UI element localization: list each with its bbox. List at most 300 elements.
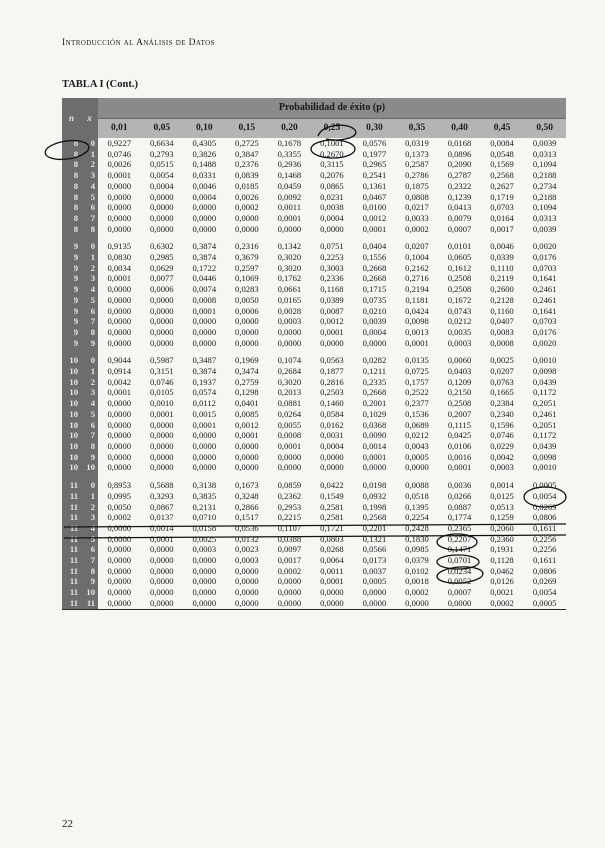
- probability-cell: 0,1181: [396, 295, 439, 306]
- probability-cell: 0,0013: [396, 327, 439, 338]
- table-row: [62, 241, 566, 252]
- probability-cell: 0,0060: [438, 355, 481, 366]
- probability-cell: 0,0000: [268, 224, 311, 235]
- probability-cell: 0,0000: [98, 555, 141, 566]
- probability-cell: 0,0084: [481, 138, 524, 149]
- probability-cell: 0,0043: [396, 441, 439, 452]
- probability-cell: 0,2522: [396, 387, 439, 398]
- probability-cell: 0,0269: [523, 502, 566, 513]
- probability-cell: 0,2428: [396, 523, 439, 534]
- probability-cell: 0,1128: [481, 555, 524, 566]
- probability-cell: 0,0000: [141, 430, 184, 441]
- probability-cell: 0,0025: [183, 534, 226, 545]
- probability-cell: 0,1172: [523, 430, 566, 441]
- probability-cell: 0,0229: [481, 441, 524, 452]
- probability-cell: 0,1094: [523, 202, 566, 213]
- probability-cell: 0,2568: [353, 512, 396, 523]
- row-x-cell: 7: [81, 316, 98, 327]
- probability-cell: 0,0763: [481, 377, 524, 388]
- probability-cell: 0,0000: [268, 338, 311, 349]
- header-p-value: 0,25: [311, 119, 354, 139]
- row-x-cell: 0: [81, 355, 98, 366]
- probability-cell: 0,0000: [268, 452, 311, 463]
- row-n-cell: 10: [62, 452, 81, 463]
- probability-cell: 0,2600: [481, 284, 524, 295]
- probability-cell: 0,0743: [438, 306, 481, 317]
- table-row: [62, 224, 566, 235]
- probability-cell: 0,0806: [523, 512, 566, 523]
- probability-cell: 0,0001: [353, 224, 396, 235]
- probability-cell: 0,0004: [183, 192, 226, 203]
- probability-cell: 0,0459: [268, 181, 311, 192]
- probability-cell: 0,0000: [353, 338, 396, 349]
- probability-cell: 0,3474: [226, 366, 269, 377]
- probability-cell: 0,3874: [183, 241, 226, 252]
- probability-cell: 0,0100: [353, 202, 396, 213]
- probability-cell: 0,1536: [396, 409, 439, 420]
- probability-cell: 0,1001: [311, 138, 354, 149]
- probability-cell: 0,0000: [98, 452, 141, 463]
- row-n-cell: 11: [62, 502, 81, 513]
- probability-cell: 0,2365: [438, 523, 481, 534]
- probability-cell: 0,0011: [268, 202, 311, 213]
- probability-cell: 0,1549: [311, 491, 354, 502]
- probability-cell: 0,0003: [226, 555, 269, 566]
- header-p-value: 0,01: [98, 119, 141, 139]
- probability-cell: 0,2201: [353, 523, 396, 534]
- row-x-cell: 2: [81, 377, 98, 388]
- row-x-cell: 8: [81, 441, 98, 452]
- probability-cell: 0,2508: [438, 284, 481, 295]
- table-row: [62, 355, 566, 366]
- probability-cell: 0,0803: [311, 534, 354, 545]
- row-x-cell: 0: [81, 138, 98, 149]
- probability-cell: 0,0000: [226, 338, 269, 349]
- probability-cell: 0,0563: [311, 355, 354, 366]
- probability-cell: 0,1719: [481, 192, 524, 203]
- row-x-cell: 0: [81, 241, 98, 252]
- row-n-cell: 9: [62, 273, 81, 284]
- probability-cell: 0,0806: [523, 566, 566, 577]
- row-n-cell: 9: [62, 316, 81, 327]
- probability-cell: 0,1875: [396, 181, 439, 192]
- probability-cell: 0,3115: [311, 159, 354, 170]
- header-p-value: 0,50: [523, 119, 566, 139]
- probability-cell: 0,0158: [183, 523, 226, 534]
- probability-cell: 0,2256: [523, 534, 566, 545]
- probability-cell: 0,0074: [183, 284, 226, 295]
- probability-cell: 0,0269: [523, 576, 566, 587]
- header-p-value: 0,20: [268, 119, 311, 139]
- probability-cell: 0,0000: [183, 576, 226, 587]
- probability-cell: 0,0403: [438, 366, 481, 377]
- probability-cell: 0,0038: [311, 202, 354, 213]
- probability-cell: 0,0037: [353, 566, 396, 577]
- probability-cell: 0,1596: [481, 420, 524, 431]
- probability-cell: 0,0001: [268, 441, 311, 452]
- probability-cell: 0,2725: [226, 138, 269, 149]
- probability-cell: 0,0000: [98, 409, 141, 420]
- probability-cell: 0,0234: [438, 566, 481, 577]
- row-x-cell: 0: [81, 480, 98, 491]
- probability-cell: 0,0000: [98, 534, 141, 545]
- probability-cell: 0,0001: [98, 387, 141, 398]
- row-n-cell: 10: [62, 441, 81, 452]
- probability-cell: 0,0001: [438, 462, 481, 473]
- probability-cell: 0,0000: [141, 295, 184, 306]
- table-row: [62, 409, 566, 420]
- table-row: [62, 366, 566, 377]
- binomial-table-container: [62, 98, 566, 610]
- table-row: [62, 181, 566, 192]
- probability-cell: 0,2597: [226, 263, 269, 274]
- table-row: [62, 480, 566, 491]
- row-n-cell: 10: [62, 377, 81, 388]
- row-n-cell: 9: [62, 263, 81, 274]
- probability-cell: 0,1556: [353, 252, 396, 263]
- probability-cell: 0,0701: [438, 555, 481, 566]
- probability-cell: 0,1172: [523, 387, 566, 398]
- probability-cell: 0,0000: [268, 576, 311, 587]
- probability-cell: 0,1361: [353, 181, 396, 192]
- probability-cell: 0,1830: [396, 534, 439, 545]
- probability-cell: 0,0020: [523, 241, 566, 252]
- probability-cell: 0,2786: [396, 170, 439, 181]
- probability-cell: 0,0000: [226, 598, 269, 609]
- probability-cell: 0,0000: [98, 576, 141, 587]
- table-row: [62, 452, 566, 463]
- probability-cell: 0,0035: [438, 327, 481, 338]
- probability-cell: 0,0446: [183, 273, 226, 284]
- probability-cell: 0,5688: [141, 480, 184, 491]
- probability-cell: 0,0012: [353, 213, 396, 224]
- probability-cell: 0,1641: [523, 306, 566, 317]
- row-x-cell: 6: [81, 544, 98, 555]
- probability-cell: 0,0629: [141, 263, 184, 274]
- probability-cell: 0,0000: [98, 192, 141, 203]
- probability-cell: 0,0331: [183, 170, 226, 181]
- header-p-value: 0,05: [141, 119, 184, 139]
- probability-cell: 0,2936: [268, 159, 311, 170]
- probability-cell: 0,0112: [183, 398, 226, 409]
- row-x-cell: 7: [81, 430, 98, 441]
- probability-cell: 0,0389: [311, 295, 354, 306]
- probability-cell: 0,0010: [523, 355, 566, 366]
- probability-cell: 0,0002: [396, 587, 439, 598]
- row-x-cell: 1: [81, 252, 98, 263]
- group-spacer: [62, 348, 566, 355]
- row-x-cell: 7: [81, 555, 98, 566]
- row-n-cell: 11: [62, 566, 81, 577]
- probability-cell: 0,2541: [353, 170, 396, 181]
- probability-cell: 0,0000: [141, 192, 184, 203]
- table-row: [62, 462, 566, 473]
- probability-cell: 0,2668: [353, 263, 396, 274]
- probability-cell: 0,2716: [396, 273, 439, 284]
- probability-cell: 0,1969: [226, 355, 269, 366]
- probability-cell: 0,0000: [268, 587, 311, 598]
- probability-cell: 0,0000: [141, 462, 184, 473]
- probability-cell: 0,0000: [396, 598, 439, 609]
- probability-cell: 0,0000: [183, 430, 226, 441]
- probability-cell: 0,0039: [523, 138, 566, 149]
- probability-cell: 0,2001: [353, 398, 396, 409]
- probability-cell: 0,0000: [183, 566, 226, 577]
- probability-cell: 0,0007: [438, 224, 481, 235]
- probability-cell: 0,0914: [98, 366, 141, 377]
- probability-cell: 0,2734: [523, 181, 566, 192]
- probability-cell: 0,0268: [311, 544, 354, 555]
- probability-cell: 0,0746: [141, 377, 184, 388]
- table-row: [62, 295, 566, 306]
- probability-cell: 0,2131: [183, 502, 226, 513]
- probability-cell: 0,2587: [396, 159, 439, 170]
- probability-cell: 0,0064: [311, 555, 354, 566]
- probability-cell: 0,0101: [438, 241, 481, 252]
- row-x-cell: 8: [81, 224, 98, 235]
- probability-cell: 0,0012: [311, 316, 354, 327]
- probability-cell: 0,0016: [438, 452, 481, 463]
- probability-cell: 0,3874: [183, 366, 226, 377]
- table-row: [62, 534, 566, 545]
- row-x-cell: 5: [81, 295, 98, 306]
- probability-cell: 0,0210: [353, 306, 396, 317]
- probability-cell: 0,0574: [183, 387, 226, 398]
- table-row: [62, 316, 566, 327]
- probability-cell: 0,0282: [353, 355, 396, 366]
- probability-cell: 0,1074: [268, 355, 311, 366]
- probability-cell: 0,1931: [481, 544, 524, 555]
- probability-cell: 0,1641: [523, 273, 566, 284]
- probability-cell: 0,9227: [98, 138, 141, 149]
- probability-cell: 0,0865: [311, 181, 354, 192]
- row-n-cell: 9: [62, 327, 81, 338]
- row-x-cell: 4: [81, 284, 98, 295]
- probability-cell: 0,1094: [523, 159, 566, 170]
- row-n-cell: 10: [62, 462, 81, 473]
- probability-cell: 0,0000: [98, 420, 141, 431]
- probability-cell: 0,0467: [353, 192, 396, 203]
- probability-cell: 0,0735: [353, 295, 396, 306]
- probability-cell: 0,0014: [481, 480, 524, 491]
- row-n-cell: 11: [62, 491, 81, 502]
- row-n-cell: 8: [62, 213, 81, 224]
- probability-cell: 0,0000: [311, 452, 354, 463]
- probability-cell: 0,0000: [226, 576, 269, 587]
- table-row: [62, 170, 566, 181]
- probability-cell: 0,0413: [438, 202, 481, 213]
- probability-cell: 0,0011: [311, 566, 354, 577]
- probability-cell: 0,0005: [353, 576, 396, 587]
- probability-cell: 0,0098: [523, 452, 566, 463]
- probability-cell: 0,0548: [481, 149, 524, 160]
- table-row: [62, 252, 566, 263]
- probability-cell: 0,0830: [98, 252, 141, 263]
- probability-cell: 0,0000: [183, 598, 226, 609]
- probability-cell: 0,0231: [311, 192, 354, 203]
- probability-cell: 0,0000: [183, 555, 226, 566]
- probability-cell: 0,1757: [396, 377, 439, 388]
- probability-cell: 0,0002: [396, 224, 439, 235]
- probability-cell: 0,2150: [438, 387, 481, 398]
- probability-cell: 0,0004: [353, 327, 396, 338]
- probability-cell: 0,2668: [353, 273, 396, 284]
- probability-cell: 0,0000: [98, 327, 141, 338]
- probability-cell: 0,1612: [438, 263, 481, 274]
- probability-cell: 0,0005: [523, 480, 566, 491]
- probability-cell: 0,0379: [396, 555, 439, 566]
- probability-cell: 0,0018: [396, 576, 439, 587]
- row-n-cell: 8: [62, 170, 81, 181]
- probability-cell: 0,2253: [311, 252, 354, 263]
- row-x-cell: 4: [81, 398, 98, 409]
- probability-cell: 0,3151: [141, 366, 184, 377]
- probability-cell: 0,0004: [141, 181, 184, 192]
- probability-cell: 0,0003: [183, 544, 226, 555]
- table-row: [62, 377, 566, 388]
- row-x-cell: 3: [81, 273, 98, 284]
- probability-cell: 0,0887: [438, 502, 481, 513]
- probability-cell: 0,0006: [226, 306, 269, 317]
- probability-cell: 0,0000: [268, 462, 311, 473]
- probability-cell: 0,0000: [98, 566, 141, 577]
- probability-cell: 0,2340: [481, 409, 524, 420]
- probability-cell: 0,2377: [396, 398, 439, 409]
- probability-cell: 0,0703: [523, 316, 566, 327]
- probability-cell: 0,2215: [268, 512, 311, 523]
- row-x-cell: 5: [81, 534, 98, 545]
- probability-cell: 0,0105: [141, 387, 184, 398]
- probability-cell: 0,2007: [438, 409, 481, 420]
- probability-cell: 0,0425: [438, 430, 481, 441]
- probability-cell: 0,2793: [141, 149, 184, 160]
- probability-cell: 0,0010: [141, 398, 184, 409]
- probability-cell: 0,0000: [98, 295, 141, 306]
- probability-cell: 0,0014: [353, 441, 396, 452]
- probability-cell: 0,0017: [268, 555, 311, 566]
- header-x: x: [81, 98, 98, 138]
- probability-cell: 0,2254: [396, 512, 439, 523]
- probability-cell: 0,0001: [396, 338, 439, 349]
- probability-cell: 0,0859: [268, 480, 311, 491]
- row-x-cell: 9: [81, 338, 98, 349]
- probability-cell: 0,1209: [438, 377, 481, 388]
- probability-cell: 0,2953: [268, 502, 311, 513]
- row-x-cell: 3: [81, 387, 98, 398]
- probability-cell: 0,2627: [481, 181, 524, 192]
- probability-cell: 0,0003: [481, 462, 524, 473]
- table-row: [62, 138, 566, 149]
- probability-cell: 0,0000: [183, 224, 226, 235]
- probability-cell: 0,0010: [523, 462, 566, 473]
- probability-cell: 0,0026: [226, 192, 269, 203]
- table-body: [62, 138, 566, 609]
- probability-cell: 0,1239: [438, 192, 481, 203]
- probability-cell: 0,0020: [523, 338, 566, 349]
- probability-cell: 0,3020: [268, 263, 311, 274]
- probability-cell: 0,2668: [353, 387, 396, 398]
- probability-cell: 0,0751: [311, 241, 354, 252]
- probability-cell: 0,2670: [311, 149, 354, 160]
- table-row: [62, 502, 566, 513]
- row-x-cell: 7: [81, 213, 98, 224]
- probability-cell: 0,0000: [98, 202, 141, 213]
- probability-cell: 0,0000: [183, 213, 226, 224]
- probability-cell: 0,0000: [98, 306, 141, 317]
- probability-cell: 0,1259: [481, 512, 524, 523]
- probability-cell: 0,1877: [311, 366, 354, 377]
- probability-cell: 0,2051: [523, 398, 566, 409]
- table-row: [62, 192, 566, 203]
- probability-cell: 0,1321: [353, 534, 396, 545]
- row-n-cell: 11: [62, 480, 81, 491]
- probability-cell: 0,0021: [481, 587, 524, 598]
- probability-cell: 0,9044: [98, 355, 141, 366]
- group-spacer: [62, 473, 566, 480]
- probability-cell: 0,0000: [98, 284, 141, 295]
- probability-cell: 0,3138: [183, 480, 226, 491]
- table-row: [62, 587, 566, 598]
- row-n-cell: 8: [62, 202, 81, 213]
- table-row: [62, 523, 566, 534]
- probability-cell: 0,0207: [396, 241, 439, 252]
- probability-cell: 0,0055: [268, 420, 311, 431]
- probability-cell: 0,1460: [311, 398, 354, 409]
- probability-cell: 0,0015: [183, 409, 226, 420]
- probability-cell: 0,3020: [268, 252, 311, 263]
- row-n-cell: 11: [62, 534, 81, 545]
- row-x-cell: 6: [81, 420, 98, 431]
- running-header: Introducción al Análisis de Datos: [62, 38, 215, 48]
- probability-cell: 0,2335: [353, 377, 396, 388]
- probability-cell: 0,1107: [268, 523, 311, 534]
- header-p-value: 0,10: [183, 119, 226, 139]
- probability-cell: 0,0001: [311, 576, 354, 587]
- probability-cell: 0,0005: [396, 452, 439, 463]
- row-n-cell: 8: [62, 181, 81, 192]
- probability-cell: 0,0536: [226, 523, 269, 534]
- probability-cell: 0,0000: [311, 598, 354, 609]
- probability-cell: 0,2508: [438, 398, 481, 409]
- probability-cell: 0,0001: [353, 452, 396, 463]
- row-n-cell: 8: [62, 224, 81, 235]
- probability-cell: 0,0164: [481, 213, 524, 224]
- probability-cell: 0,0995: [98, 491, 141, 502]
- probability-cell: 0,0439: [523, 377, 566, 388]
- row-x-cell: 3: [81, 170, 98, 181]
- probability-cell: 0,0576: [353, 138, 396, 149]
- probability-cell: 0,0012: [226, 420, 269, 431]
- probability-cell: 0,3835: [183, 491, 226, 502]
- probability-cell: 0,0165: [268, 295, 311, 306]
- probability-cell: 0,0102: [396, 566, 439, 577]
- probability-cell: 0,0000: [141, 555, 184, 566]
- probability-cell: 0,6634: [141, 138, 184, 149]
- probability-cell: 0,0031: [311, 430, 354, 441]
- row-x-cell: 3: [81, 512, 98, 523]
- probability-cell: 0,2503: [311, 387, 354, 398]
- probability-cell: 0,0404: [353, 241, 396, 252]
- probability-cell: 0,1395: [396, 502, 439, 513]
- probability-cell: 0,0042: [481, 452, 524, 463]
- probability-cell: 0,0006: [141, 284, 184, 295]
- probability-cell: 0,2322: [438, 181, 481, 192]
- probability-cell: 0,0000: [98, 430, 141, 441]
- probability-cell: 0,0000: [98, 181, 141, 192]
- probability-cell: 0,2013: [268, 387, 311, 398]
- header-p-value: 0,30: [353, 119, 396, 139]
- probability-cell: 0,1678: [268, 138, 311, 149]
